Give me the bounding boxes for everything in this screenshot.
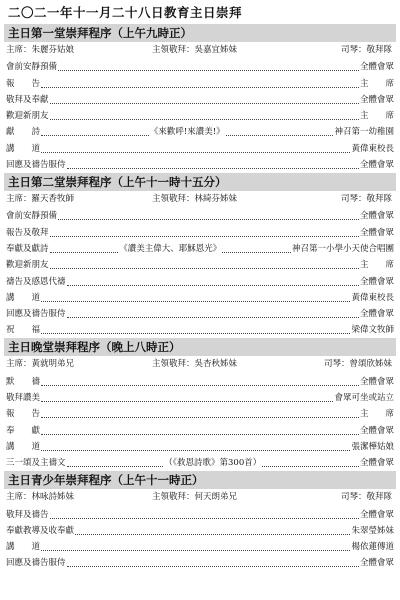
- officer-organist: 司琴：曾頌欣姊妹: [323, 359, 392, 370]
- officer-chair: 主席：黃就明弟兄: [6, 359, 75, 370]
- page-title: 二〇二一年十一月二十八日教育主日崇拜: [8, 5, 243, 20]
- officer-worship-leader: 主領敬拜：吳嘉宜姊妹: [152, 45, 238, 55]
- dot-leader: [58, 219, 359, 220]
- program-item: 講 道: [6, 542, 41, 553]
- program-row: [4, 372, 396, 388]
- program-row: [4, 74, 396, 90]
- program-person: 主 席: [359, 260, 394, 271]
- program-item: 回應及禱告服侍: [6, 160, 66, 171]
- dot-leader: [41, 135, 149, 136]
- dot-leader: [67, 168, 359, 169]
- program-person: 黃偉東校長: [351, 292, 394, 303]
- dot-leader: [41, 450, 350, 451]
- dot-leader: [41, 417, 359, 418]
- program-person: 全體會眾: [360, 458, 395, 469]
- program-row: [4, 123, 396, 139]
- program-row: [4, 107, 396, 123]
- dot-leader: [67, 317, 359, 318]
- program-row: [4, 454, 396, 470]
- officers-line: [4, 356, 396, 372]
- program-person: 全體會眾: [359, 227, 394, 238]
- program-row: [4, 321, 396, 337]
- dot-leader: [67, 285, 359, 286]
- dot-leader: [50, 252, 119, 253]
- program-person: 全體會眾: [359, 62, 394, 73]
- section-heading: 主日青少年崇拜程序（上午十一時正）: [4, 471, 396, 489]
- program-person: 全體會眾: [359, 211, 394, 222]
- program-person: 全體會眾: [359, 94, 394, 105]
- program-row: [4, 256, 396, 272]
- program-row: [4, 207, 396, 223]
- dot-leader: [41, 301, 350, 302]
- program-row: [4, 389, 396, 405]
- program-item: 奉獻教導及收奉獻: [6, 525, 75, 536]
- program-person: 主 席: [359, 409, 394, 420]
- program-row: [4, 289, 396, 305]
- program-item: 回應及禱告服侍: [6, 558, 66, 569]
- dot-leader: [41, 434, 359, 435]
- program-person: 朱翠瑩姊妹: [351, 525, 394, 536]
- program-person: 黃偉東校長: [351, 143, 394, 154]
- dot-leader: [58, 70, 359, 71]
- program-item: 講 道: [6, 441, 41, 452]
- program-row: [4, 538, 396, 554]
- dot-leader: [41, 87, 359, 88]
- program-row: [4, 272, 396, 288]
- program-row: [4, 421, 396, 437]
- program-item: 默 禱: [6, 376, 41, 387]
- dot-leader: [67, 566, 359, 567]
- dot-leader: [50, 518, 359, 519]
- officer-chair: 主席：羅天香牧師: [6, 194, 75, 205]
- dot-leader: [67, 466, 164, 467]
- program-person: 楊依蓮傳道: [351, 542, 394, 553]
- program-item: 奉獻及獻詩: [6, 243, 49, 254]
- program-person: 全體會眾: [359, 276, 394, 287]
- service-section: [4, 173, 396, 337]
- program-item: 奉 獻: [6, 425, 41, 436]
- officer-worship-leader: 主領敬拜：吳杏秋姊妹: [152, 359, 238, 370]
- program-item: 會前安靜預備: [6, 211, 58, 222]
- dot-leader: [41, 333, 350, 334]
- program-item: 敬拜讚美: [6, 393, 41, 404]
- officers-line: [4, 42, 396, 58]
- program-item: 禱告及感恩代禱: [6, 276, 66, 287]
- program-person: 會眾可坐或站立: [334, 393, 394, 404]
- dot-leader: [50, 268, 359, 269]
- service-sections: [4, 24, 396, 570]
- program-person: 主 席: [359, 111, 394, 122]
- service-section: [4, 338, 396, 470]
- program-row: [4, 305, 396, 321]
- program-item: 三一頌及主禱文: [6, 458, 66, 469]
- officer-worship-leader: 主領敬拜：何天朗弟兄: [152, 492, 238, 503]
- dot-leader: [41, 385, 359, 386]
- dot-leader: [75, 534, 350, 535]
- dot-leader: [50, 103, 359, 104]
- program-person: 全體會眾: [359, 558, 394, 569]
- program-row: [4, 223, 396, 239]
- program-item: 講 道: [6, 143, 41, 154]
- program-person: 全體會眾: [359, 509, 394, 520]
- program-row: [4, 522, 396, 538]
- dot-leader: [50, 119, 359, 120]
- program-item: 獻 詩: [6, 127, 41, 138]
- program-person: 神召第一小學小天使合唱團: [292, 243, 395, 254]
- service-section: [4, 24, 396, 172]
- program-item: 報告及敬拜: [6, 227, 49, 238]
- program-detail: （《救恩詩歌》第300首）: [164, 458, 262, 469]
- program-item: 祝 福: [6, 325, 41, 336]
- program-person: 張潔樺姑娘: [351, 441, 394, 452]
- service-section: [4, 471, 396, 570]
- section-heading: 主日第二堂崇拜程序（上午十一時十五分）: [4, 173, 396, 191]
- program-row: [4, 505, 396, 521]
- program-item: 回應及禱告服侍: [6, 309, 66, 320]
- program-item: 敬拜及奉獻: [6, 94, 49, 105]
- program-item: 敬拜及禱告: [6, 509, 49, 520]
- dot-leader: [226, 135, 334, 136]
- program-person: 全體會眾: [359, 425, 394, 436]
- officer-organist: 司琴：敬拜隊: [340, 194, 392, 205]
- program-item: 歡迎新朋友: [6, 111, 49, 122]
- program-detail: 《來歡呼!來讚美!》: [149, 127, 225, 138]
- dot-leader: [50, 236, 359, 237]
- officer-chair: 主席：林咏詩姊妹: [6, 492, 75, 503]
- section-heading: 主日第一堂崇拜程序（上午九時正）: [4, 24, 396, 42]
- program-person: 神召第一幼稚園: [334, 127, 394, 138]
- program-item: 講 道: [6, 292, 41, 303]
- program-row: [4, 58, 396, 74]
- program-item: 會前安靜預備: [6, 62, 58, 73]
- program-row: [4, 139, 396, 155]
- program-row: [4, 91, 396, 107]
- officer-organist: 司琴：敬拜隊: [340, 492, 392, 503]
- dot-leader: [262, 466, 359, 467]
- program-row: [4, 405, 396, 421]
- program-person: 全體會眾: [359, 160, 394, 171]
- officer-chair: 主席：朱麗芬姑娘: [6, 45, 75, 55]
- program-person: 全體會眾: [359, 309, 394, 320]
- program-person: 主 席: [359, 78, 394, 89]
- officers-line: [4, 489, 396, 505]
- program-item: 報 告: [6, 409, 41, 420]
- officer-organist: 司琴：敬拜隊: [340, 45, 392, 55]
- officer-worship-leader: 主領敬拜：林綺芬姊妹: [152, 194, 238, 205]
- program-row: [4, 554, 396, 570]
- dot-leader: [41, 152, 350, 153]
- program-person: 全體會眾: [359, 376, 394, 387]
- program-row: [4, 156, 396, 172]
- program-item: 歡迎新朋友: [6, 260, 49, 271]
- program-item: 報 告: [6, 78, 41, 89]
- dot-leader: [41, 550, 350, 551]
- dot-leader: [222, 252, 291, 253]
- dot-leader: [41, 401, 333, 402]
- program-row: [4, 438, 396, 454]
- program-detail: 《讚美主偉大、耶穌恩光》: [119, 243, 222, 254]
- program-row: [4, 240, 396, 256]
- section-heading: 主日晚堂崇拜程序（晚上八時正）: [4, 338, 396, 356]
- program-person: 梁偉文牧師: [351, 325, 394, 336]
- officers-line: [4, 191, 396, 207]
